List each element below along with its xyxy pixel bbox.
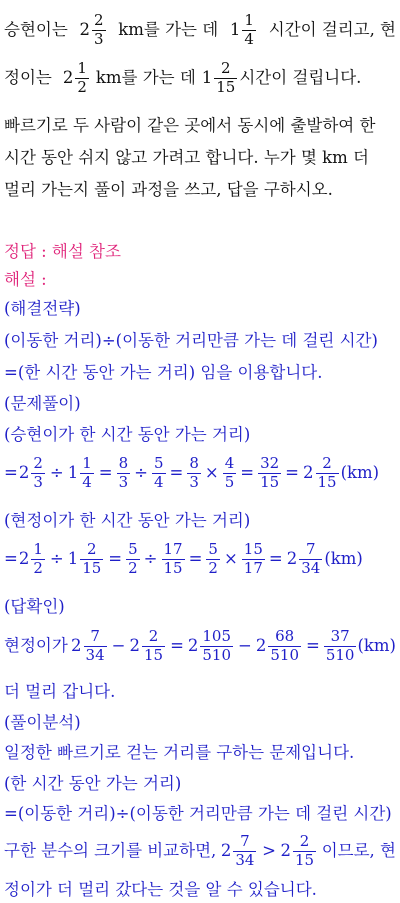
equals-sign: = [306,635,320,655]
unit-label: (km) [324,548,363,568]
strategy-line-1 [4,329,396,353]
mixed-number: 1 $\frac{2}{15}$ [67,539,102,577]
mixed-number [229,10,257,48]
solution-text: (현정이가 한 시간 동안 가는 거리) [4,510,251,530]
answer-text: 정답 : 해설 참조 [4,241,121,261]
problem-text: 멀리 가는지 풀이 과정을 쓰고, 답을 구하시오. [4,179,333,199]
mixed-number: 2 $\frac{105}{510}$ [187,626,232,664]
fraction: $\frac{15}{17}$ [243,539,263,577]
mixed-number: 2 $\frac{7}{34}$ [286,539,321,577]
solution-text: 이므로, 현 [321,840,396,860]
section-heading: (풀이분석) [4,712,81,732]
mixed-number: 2 $\frac{2}{3}$ [18,453,43,491]
divide-sign: ÷ [49,548,64,568]
fraction: $\frac{37}{510}$ [325,626,355,664]
problem-text: 빠르기로 두 사람이 같은 곳에서 동시에 출발하여 한 [4,115,376,135]
analysis-line-3 [4,802,396,826]
divide-sign: ÷ [49,462,64,482]
greater-than-sign: > [262,840,276,860]
problem-line-3 [4,114,396,138]
mixed-number: 2 $\frac{7}{34}$ [71,626,105,664]
equals-sign: = [285,462,299,482]
mixed-number: 2 $\frac{2}{15}$ [129,626,164,664]
fraction: $\frac{1}{4}$ [244,10,254,48]
fraction: $\frac{5}{2}$ [128,539,138,577]
solution-text: (한 시간 동안 가는 거리) [4,773,182,793]
fraction: $\frac{17}{15}$ [163,539,183,577]
problem-text: 시간이 걸립니다. [239,67,362,87]
solution-text: =(한 시간 동안 가는 거리) 임을 이용합니다. [4,362,323,382]
solution-text: 구한 분수의 크기를 비교하면, [4,840,217,860]
problem-line-2 [4,56,396,100]
fraction: $\frac{8}{3}$ [189,453,199,491]
hyunjung-equation [4,538,396,580]
problem-text: 정이는 [4,67,52,87]
fraction: $\frac{1}{2}$ [77,58,87,96]
equals-sign: = [4,548,18,568]
fraction: $\frac{8}{3}$ [118,453,129,491]
answer-line [4,240,396,264]
analysis-line-2 [4,772,396,796]
problem-text: km를 가는 데 [118,19,219,39]
mixed-number [79,10,107,48]
equals-sign: = [98,462,113,482]
section-heading: (답확인) [4,596,65,616]
answer-text: 해설 : [4,269,47,289]
mixed-number: 2 $\frac{2}{15}$ [303,453,337,491]
check-tail [4,680,396,704]
problem-text: 승현이는 [4,19,68,39]
equals-sign: = [108,548,123,568]
minus-sign: − [238,635,252,655]
equals-sign: = [240,462,255,482]
divide-sign: ÷ [134,462,148,482]
whole-part: 2 [79,19,90,39]
fraction: $\frac{2}{3}$ [94,10,104,48]
check-heading [4,595,396,619]
equals-sign: = [268,548,283,568]
solution-text: (승현이가 한 시간 동안 가는 거리) [4,424,251,444]
seunghyun-heading [4,423,396,447]
section-heading: (해결전략) [4,298,81,318]
solution-text: 정이가 더 멀리 갔다는 것을 알 수 있습니다. [4,879,317,899]
whole-part: 2 [62,67,74,87]
explanation-label [4,268,396,292]
mixed-number: 2 $\frac{1}{2}$ [18,539,43,577]
mixed-number: 1 $\frac{1}{4}$ [67,453,92,491]
unit-label: (km) [340,462,380,482]
solution-text: 더 멀리 갑니다. [4,681,116,701]
section-heading: (문제풀이) [4,393,81,413]
problem-line-5 [4,178,396,202]
equals-sign: = [169,462,184,482]
fraction: $\frac{32}{15}$ [260,453,280,491]
seunghyun-equation [4,452,396,494]
problem-text: 시간 동안 쉬지 않고 가려고 합니다. 누가 몇 km 더 [4,147,369,167]
mixed-number [62,58,90,96]
unit-label: (km) [357,635,396,655]
whole-part: 1 [201,67,213,87]
strategy-line-2 [4,361,396,385]
equals-sign: = [4,462,18,482]
minus-sign: − [111,635,126,655]
compare-line [4,830,396,872]
solve-heading [4,392,396,416]
fraction: $\frac{4}{5}$ [224,453,235,491]
mixed-number: 2 $\frac{2}{15}$ [280,831,315,869]
hyunjung-heading [4,509,396,533]
solution-text: (이동한 거리)÷(이동한 거리만큼 가는 데 걸린 시간) [4,330,378,350]
solution-text: =(이동한 거리)÷(이동한 거리만큼 가는 데 걸린 시간) [4,803,392,823]
analysis-line-1 [4,741,396,765]
equals-sign: = [188,548,203,568]
check-equation [4,625,396,667]
analysis-heading [4,711,396,735]
mixed-number: 2 $\frac{7}{34}$ [220,831,255,869]
multiply-sign: × [223,548,238,568]
mixed-number [201,58,239,96]
fraction: $\frac{5}{4}$ [153,453,164,491]
whole-part: 1 [229,19,241,39]
problem-text: 시간이 걸리고, 현 [268,19,396,39]
problem-line-4 [4,146,396,170]
solution-text: 현정이가 [4,635,68,655]
fraction: $\frac{5}{2}$ [208,539,218,577]
fraction: $\frac{2}{15}$ [216,58,236,96]
strategy-heading [4,297,396,321]
mixed-number: 2 $\frac{68}{510}$ [255,626,299,664]
divide-sign: ÷ [143,548,158,568]
solution-text: 일정한 빠르기로 걷는 거리를 구하는 문제입니다. [4,742,355,762]
equals-sign: = [170,635,184,655]
multiply-sign: × [204,462,219,482]
problem-line-1 [4,8,396,52]
final-line [4,878,396,902]
problem-text: km를 가는 데 [95,67,196,87]
